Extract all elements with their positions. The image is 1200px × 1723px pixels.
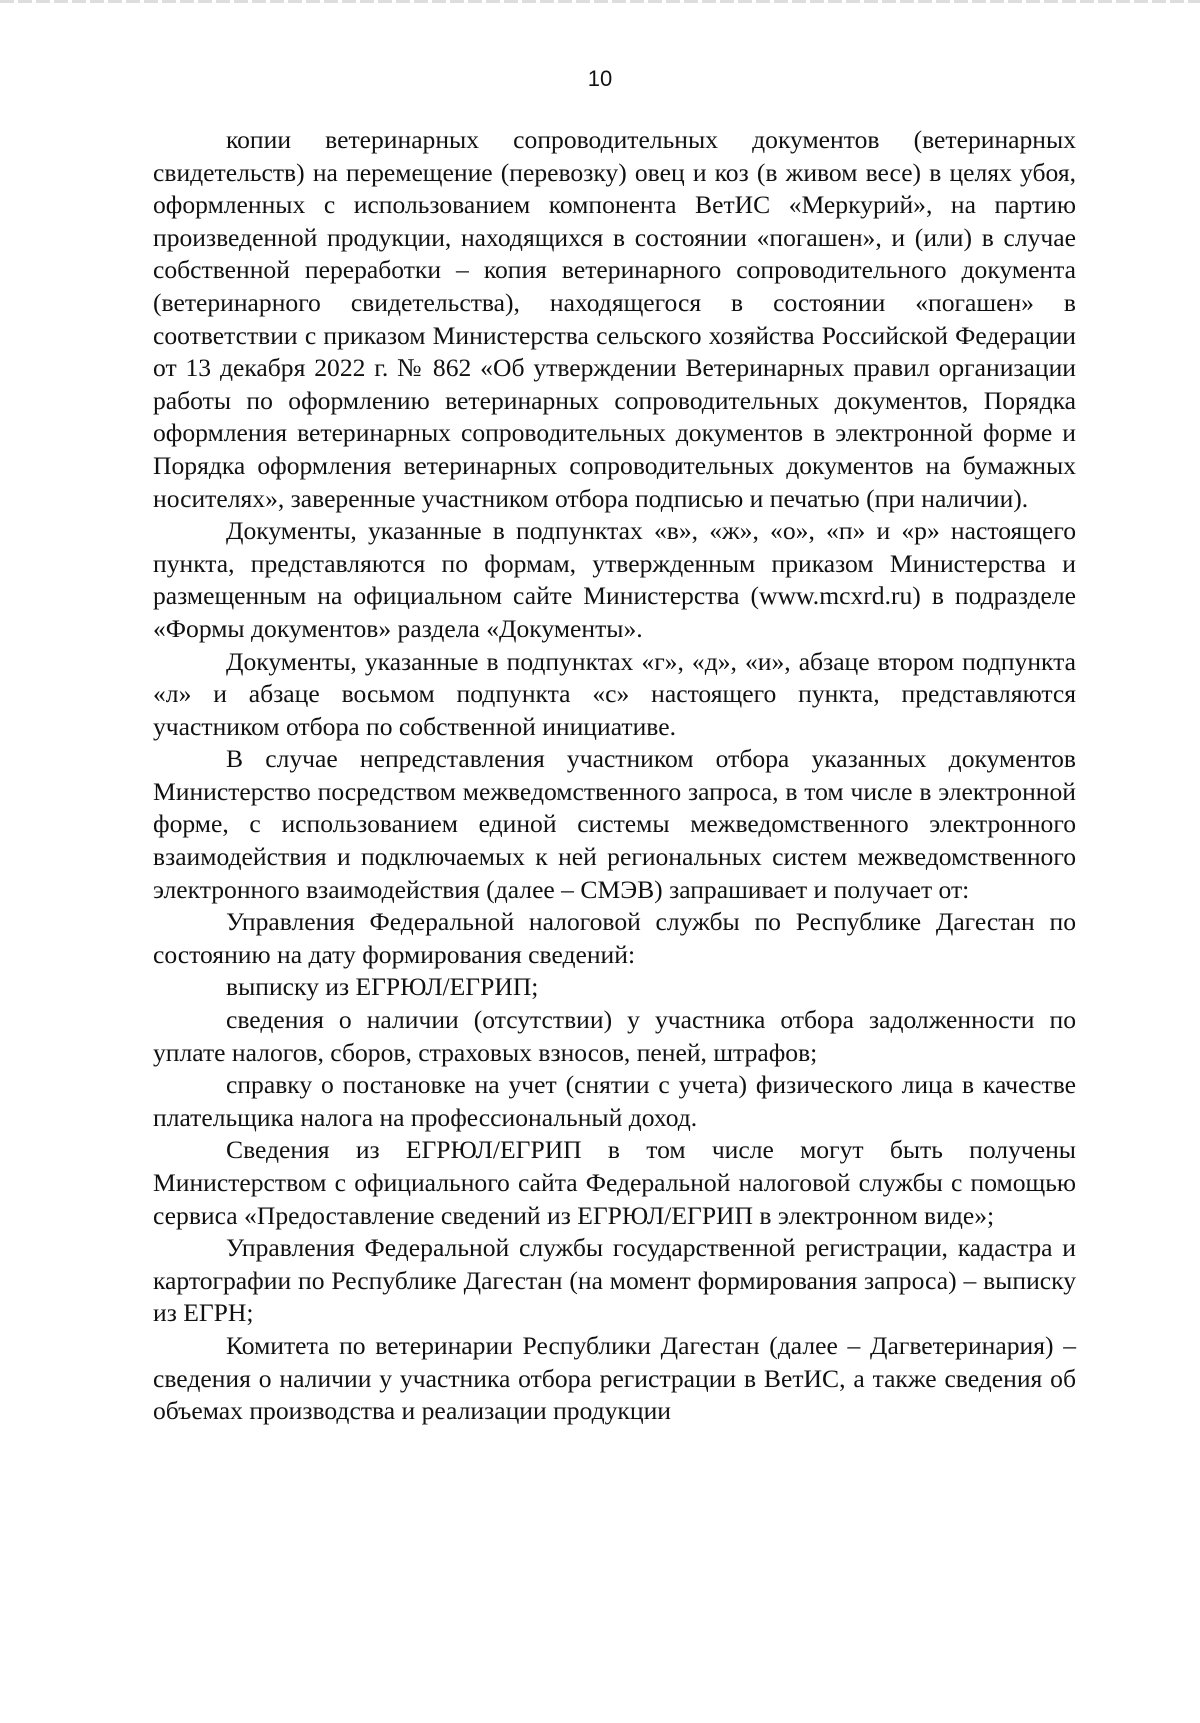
paragraph-egrul-online-service: Сведения из ЕГРЮЛ/ЕГРИП в том числе могут быть получены Министерством с официального сайта Федеральной налоговой службы с помощью сервиса «Предоставление сведений из ЕГРЮЛ/ЕГРИП в электронном виде»; <box>153 1135 1076 1230</box>
document-body <box>153 124 1076 1428</box>
paragraph-document-forms: Документы, указанные в подпунктах «в», «ж», «о», «п» и «р» настоящего пункта, представляются по формам, утвержденным приказом Министерства и размещенным на официальном сайте Министерства (www.mcxrd.ru) в подразделе «Формы документов» раздела «Документы». <box>153 516 1076 643</box>
list-item-tax-debt-info: сведения о наличии (отсутствии) у участника отбора задолженности по уплате налогов, сборов, страховых взносов, пеней, штрафов; <box>153 1005 1076 1067</box>
page-number: 10 <box>587 66 613 91</box>
paragraph-own-initiative: Документы, указанные в подпунктах «г», «д», «и», абзаце втором подпункта «л» и абзаце восьмом подпункта «с» настоящего пункта, представляются участником отбора по собственной инициативе. <box>153 646 1076 741</box>
list-item-self-employed-certificate: справку о постановке на учет (снятии с учета) физического лица в качестве плательщика налога на профессиональный доход. <box>153 1070 1076 1132</box>
paragraph-vet-committee: Комитета по ветеринарии Республики Дагестан (далее – Дагветеринария) – сведения о наличии у участника отбора регистрации в ВетИС, а также сведения об объемах производства и реализации продукции <box>153 1330 1076 1426</box>
scan-edge-divider <box>0 0 1200 3</box>
paragraph-rosreestr: Управления Федеральной службы государственной регистрации, кадастра и картографии по Республике Дагестан (на момент формирования запроса) – выписку из ЕГРН; <box>153 1233 1076 1328</box>
list-item-egrul-extract: выписку из ЕГРЮЛ/ЕГРИП; <box>226 972 539 1002</box>
paragraph-tax-service: Управления Федеральной налоговой службы по Республике Дагестан по состоянию на дату формирования сведений: <box>153 907 1076 969</box>
paragraph-interagency-request: В случае непредставления участником отбора указанных документов Министерство посредством межведомственного запроса, в том числе в электронной форме, с использованием единой системы межведомственного электронного взаимодействия и подключаемых к ней региональных систем межведомственного электронного взаимодействия (далее – СМЭВ) запрашивает и получает от: <box>153 744 1076 904</box>
paragraph-vet-documents-copies: копии ветеринарных сопроводительных документов (ветеринарных свидетельств) на перемещение (перевозку) овец и коз (в живом весе) в целях убоя, оформленных с использованием компонента ВетИС «Меркурий», на партию произведенной продукции, находящихся в состоянии «погашен», и (или) в случае собственной переработки – копия ветеринарного сопроводительного документа (ветеринарного свидетельства), находящегося в состоянии «погашен» в соответствии с приказом Министерства сельского хозяйства Российской Федерации от 13 декабря 2022 г. № 862 «Об утверждении Ветеринарных правил организации работы по оформлению ветеринарных сопроводительных документов, Порядка оформления ветеринарных сопроводительных документов в электронной форме и Порядка оформления ветеринарных сопроводительных документов на бумажных носителях», заверенные участником отбора подписью и печатью (при наличии). <box>153 125 1076 513</box>
